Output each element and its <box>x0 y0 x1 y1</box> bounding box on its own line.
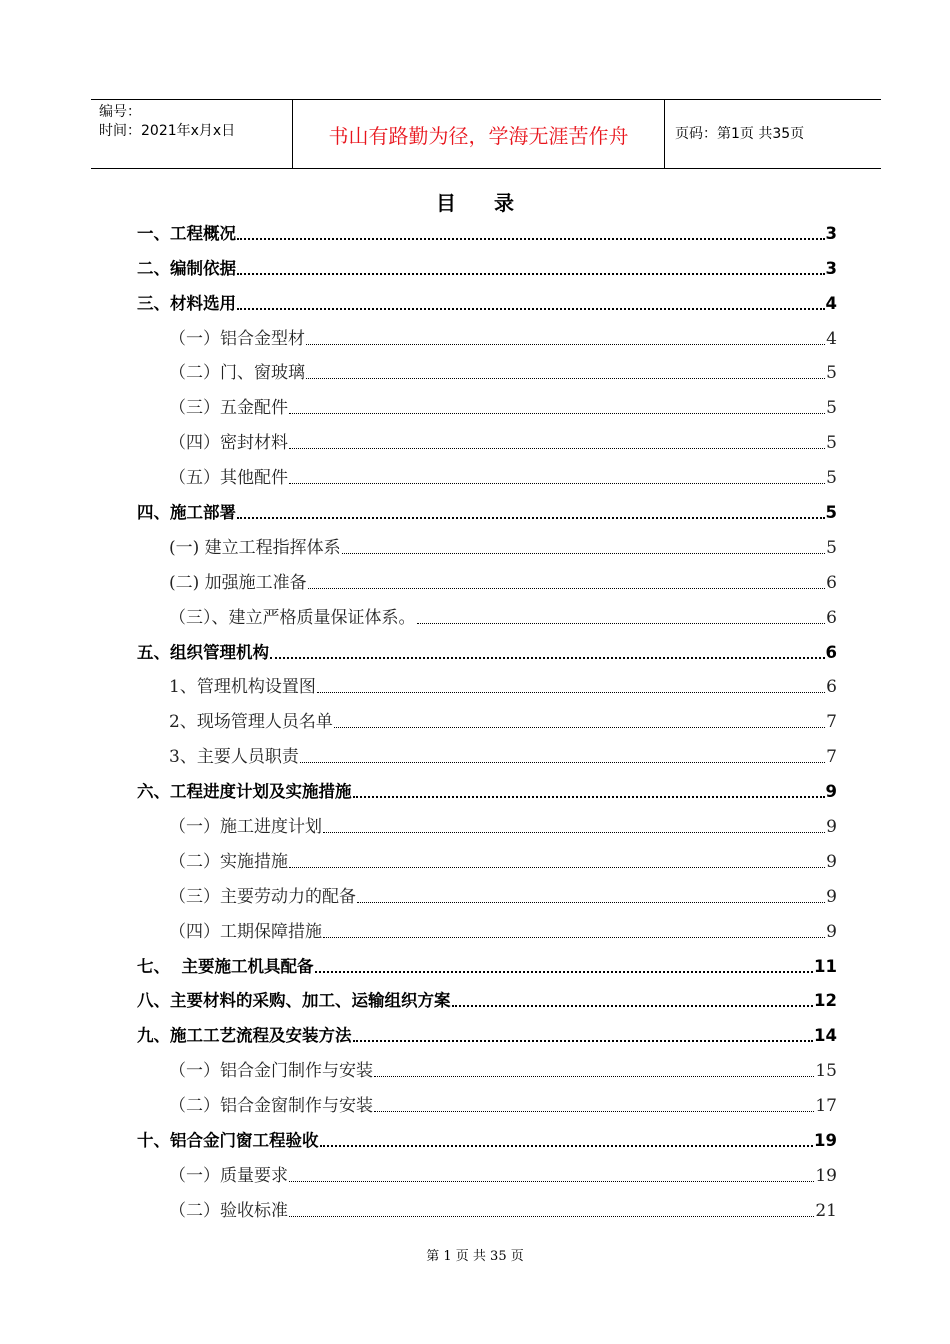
toc-entry-title: （三）五金配件 <box>169 398 288 419</box>
toc-entry-page: 11 <box>814 956 837 976</box>
toc-entry-page: 14 <box>814 1026 837 1046</box>
toc-entry-title: （四）密封材料 <box>169 433 288 454</box>
toc-leader-dots <box>237 516 825 519</box>
toc-entry-page: 19 <box>814 1131 837 1151</box>
header-page-cell <box>665 100 881 168</box>
toc-entry-title: 十、铝合金门窗工程验收 <box>137 1131 319 1151</box>
toc-entry-title: （一）铝合金型材 <box>169 328 305 349</box>
toc-entry[interactable] <box>137 1081 837 1116</box>
toc-entry-title: （二）门、窗玻璃 <box>169 363 305 384</box>
toc-entry-title: 2、现场管理人员名单 <box>169 712 333 733</box>
toc-entry-title: （一）施工进度计划 <box>169 817 322 838</box>
toc-entry-title: （三）主要劳动力的配备 <box>169 886 356 907</box>
toc-leader-dots <box>289 866 825 868</box>
toc-entry-page: 5 <box>826 363 837 384</box>
toc-entry[interactable] <box>137 977 837 1012</box>
toc-entry-page: 17 <box>815 1096 837 1117</box>
toc-entry-page: 5 <box>826 398 837 419</box>
toc-leader-dots <box>289 1180 814 1182</box>
toc-entry-page: 15 <box>815 1061 837 1082</box>
toc-entry-page: 9 <box>826 817 837 838</box>
document-time-label: 时间：2021年x月x日 <box>99 123 236 139</box>
toc-entry-page: 3 <box>825 223 837 243</box>
toc-entry[interactable] <box>137 314 837 349</box>
toc-entry-title: 八、主要材料的采购、加工、运输组织方案 <box>137 991 451 1011</box>
toc-entry-page: 4 <box>826 328 837 349</box>
toc-entry-page: 5 <box>826 433 837 454</box>
page-footer: 第 1 页 共 35 页 <box>426 1249 524 1264</box>
toc-entry[interactable] <box>137 1116 837 1151</box>
toc-entry-page: 12 <box>814 991 837 1011</box>
toc-entry-page: 9 <box>826 886 837 907</box>
toc-leader-dots <box>374 1110 814 1112</box>
toc-entry[interactable] <box>137 628 837 663</box>
toc-entry[interactable] <box>137 244 837 279</box>
toc-entry-page: 9 <box>825 782 837 802</box>
toc-entry-title: （五）其他配件 <box>169 468 288 489</box>
toc-entry[interactable] <box>137 558 837 593</box>
toc-entry-page: 5 <box>826 537 837 558</box>
toc-entry-page: 7 <box>826 747 837 768</box>
toc-entry[interactable] <box>137 1011 837 1046</box>
toc-leader-dots <box>342 552 826 554</box>
toc-entry-page: 9 <box>826 851 837 872</box>
toc-leader-dots <box>320 1144 814 1147</box>
toc-entry-title: 二、编制依据 <box>137 258 236 278</box>
toc-entry-title: 九、施工工艺流程及安装方法 <box>137 1026 352 1046</box>
document-header <box>91 99 881 169</box>
toc-leader-dots <box>270 656 825 659</box>
toc-leader-dots <box>237 307 825 310</box>
toc-entry[interactable] <box>137 663 837 698</box>
toc-entry-page: 5 <box>825 503 837 523</box>
toc-entry-title: 七、 主要施工机具配备 <box>137 956 314 976</box>
toc-entry-title: (一) 建立工程指挥体系 <box>169 537 341 558</box>
toc-entry[interactable] <box>137 279 837 314</box>
toc-entry[interactable] <box>137 837 837 872</box>
toc-entry-page: 5 <box>826 468 837 489</box>
document-number-label: 编号： <box>99 104 141 120</box>
toc-entry-page: 21 <box>815 1200 837 1221</box>
toc-entry-title: （二）实施措施 <box>169 851 288 872</box>
toc-leader-dots <box>452 1004 814 1007</box>
toc-entry-page: 6 <box>826 677 837 698</box>
header-meta-cell <box>91 100 293 168</box>
toc-leader-dots <box>317 691 825 693</box>
toc-entry[interactable] <box>137 418 837 453</box>
toc-leader-dots <box>289 412 825 414</box>
toc-entry-page: 19 <box>815 1165 837 1186</box>
toc-entry[interactable] <box>137 523 837 558</box>
toc-entry[interactable] <box>137 872 837 907</box>
toc-entry-page: 4 <box>825 293 837 313</box>
toc-entry-title: 六、工程进度计划及实施措施 <box>137 782 352 802</box>
toc-entry-title: 四、施工部署 <box>137 503 236 523</box>
toc-entry-page: 6 <box>826 607 837 628</box>
toc-entry-page: 6 <box>826 572 837 593</box>
toc-entry[interactable] <box>137 593 837 628</box>
toc-entry[interactable] <box>137 1046 837 1081</box>
toc-leader-dots <box>306 377 825 379</box>
toc-leader-dots <box>323 831 825 833</box>
toc-leader-dots <box>353 1039 814 1042</box>
toc-entry-title: （一）质量要求 <box>169 1165 288 1186</box>
toc-leader-dots <box>357 901 825 903</box>
toc-leader-dots <box>315 970 814 973</box>
toc-title: 目录 <box>436 191 552 215</box>
toc-entry[interactable] <box>137 767 837 802</box>
toc-leader-dots <box>353 795 825 798</box>
toc-entry-page: 3 <box>825 258 837 278</box>
toc-entry-title: （四）工期保障措施 <box>169 921 322 942</box>
toc-leader-dots <box>237 237 825 240</box>
toc-entry[interactable] <box>137 907 837 942</box>
toc-entry-title: 3、主要人员职责 <box>169 747 299 768</box>
toc-leader-dots <box>237 272 825 275</box>
toc-entry[interactable] <box>137 802 837 837</box>
toc-leader-dots <box>306 343 825 345</box>
toc-entry-page: 9 <box>826 921 837 942</box>
toc-leader-dots <box>417 622 826 624</box>
toc-entry[interactable] <box>137 488 837 523</box>
toc-entry[interactable] <box>137 942 837 977</box>
header-motto-cell <box>293 100 665 168</box>
toc-entry[interactable] <box>137 697 837 732</box>
toc-entry[interactable] <box>137 1151 837 1186</box>
toc-entry[interactable] <box>137 349 837 384</box>
toc-entry[interactable] <box>137 732 837 767</box>
toc-leader-dots <box>289 1215 814 1217</box>
header-motto: 书山有路勤为径，学海无涯苦作舟 <box>328 124 629 148</box>
toc-entry-page: 7 <box>826 712 837 733</box>
toc-entry-title: 五、组织管理机构 <box>137 642 269 662</box>
toc-entry-page: 6 <box>825 642 837 662</box>
toc-leader-dots <box>323 936 825 938</box>
header-page-info: 页码：第1页 共35页 <box>675 126 805 142</box>
toc-leader-dots <box>374 1075 814 1077</box>
toc-entry[interactable] <box>137 453 837 488</box>
table-of-contents <box>137 209 837 1221</box>
toc-leader-dots <box>300 761 825 763</box>
toc-entry-title: （一）铝合金门制作与安装 <box>169 1061 373 1082</box>
toc-leader-dots <box>289 482 825 484</box>
toc-entry-title: （二）铝合金窗制作与安装 <box>169 1096 373 1117</box>
toc-leader-dots <box>308 587 826 589</box>
toc-leader-dots <box>334 726 825 728</box>
toc-leader-dots <box>289 447 825 449</box>
toc-entry-title: (二) 加强施工准备 <box>169 572 307 593</box>
toc-entry[interactable] <box>137 383 837 418</box>
toc-entry[interactable] <box>137 209 837 244</box>
toc-entry-title: 1、管理机构设置图 <box>169 677 316 698</box>
toc-entry-title: （二）验收标准 <box>169 1200 288 1221</box>
toc-entry[interactable] <box>137 1186 837 1221</box>
toc-entry-title: 一、工程概况 <box>137 223 236 243</box>
toc-entry-title: 三、材料选用 <box>137 293 236 313</box>
toc-entry-title: （三）、建立严格质量保证体系。 <box>169 607 416 628</box>
